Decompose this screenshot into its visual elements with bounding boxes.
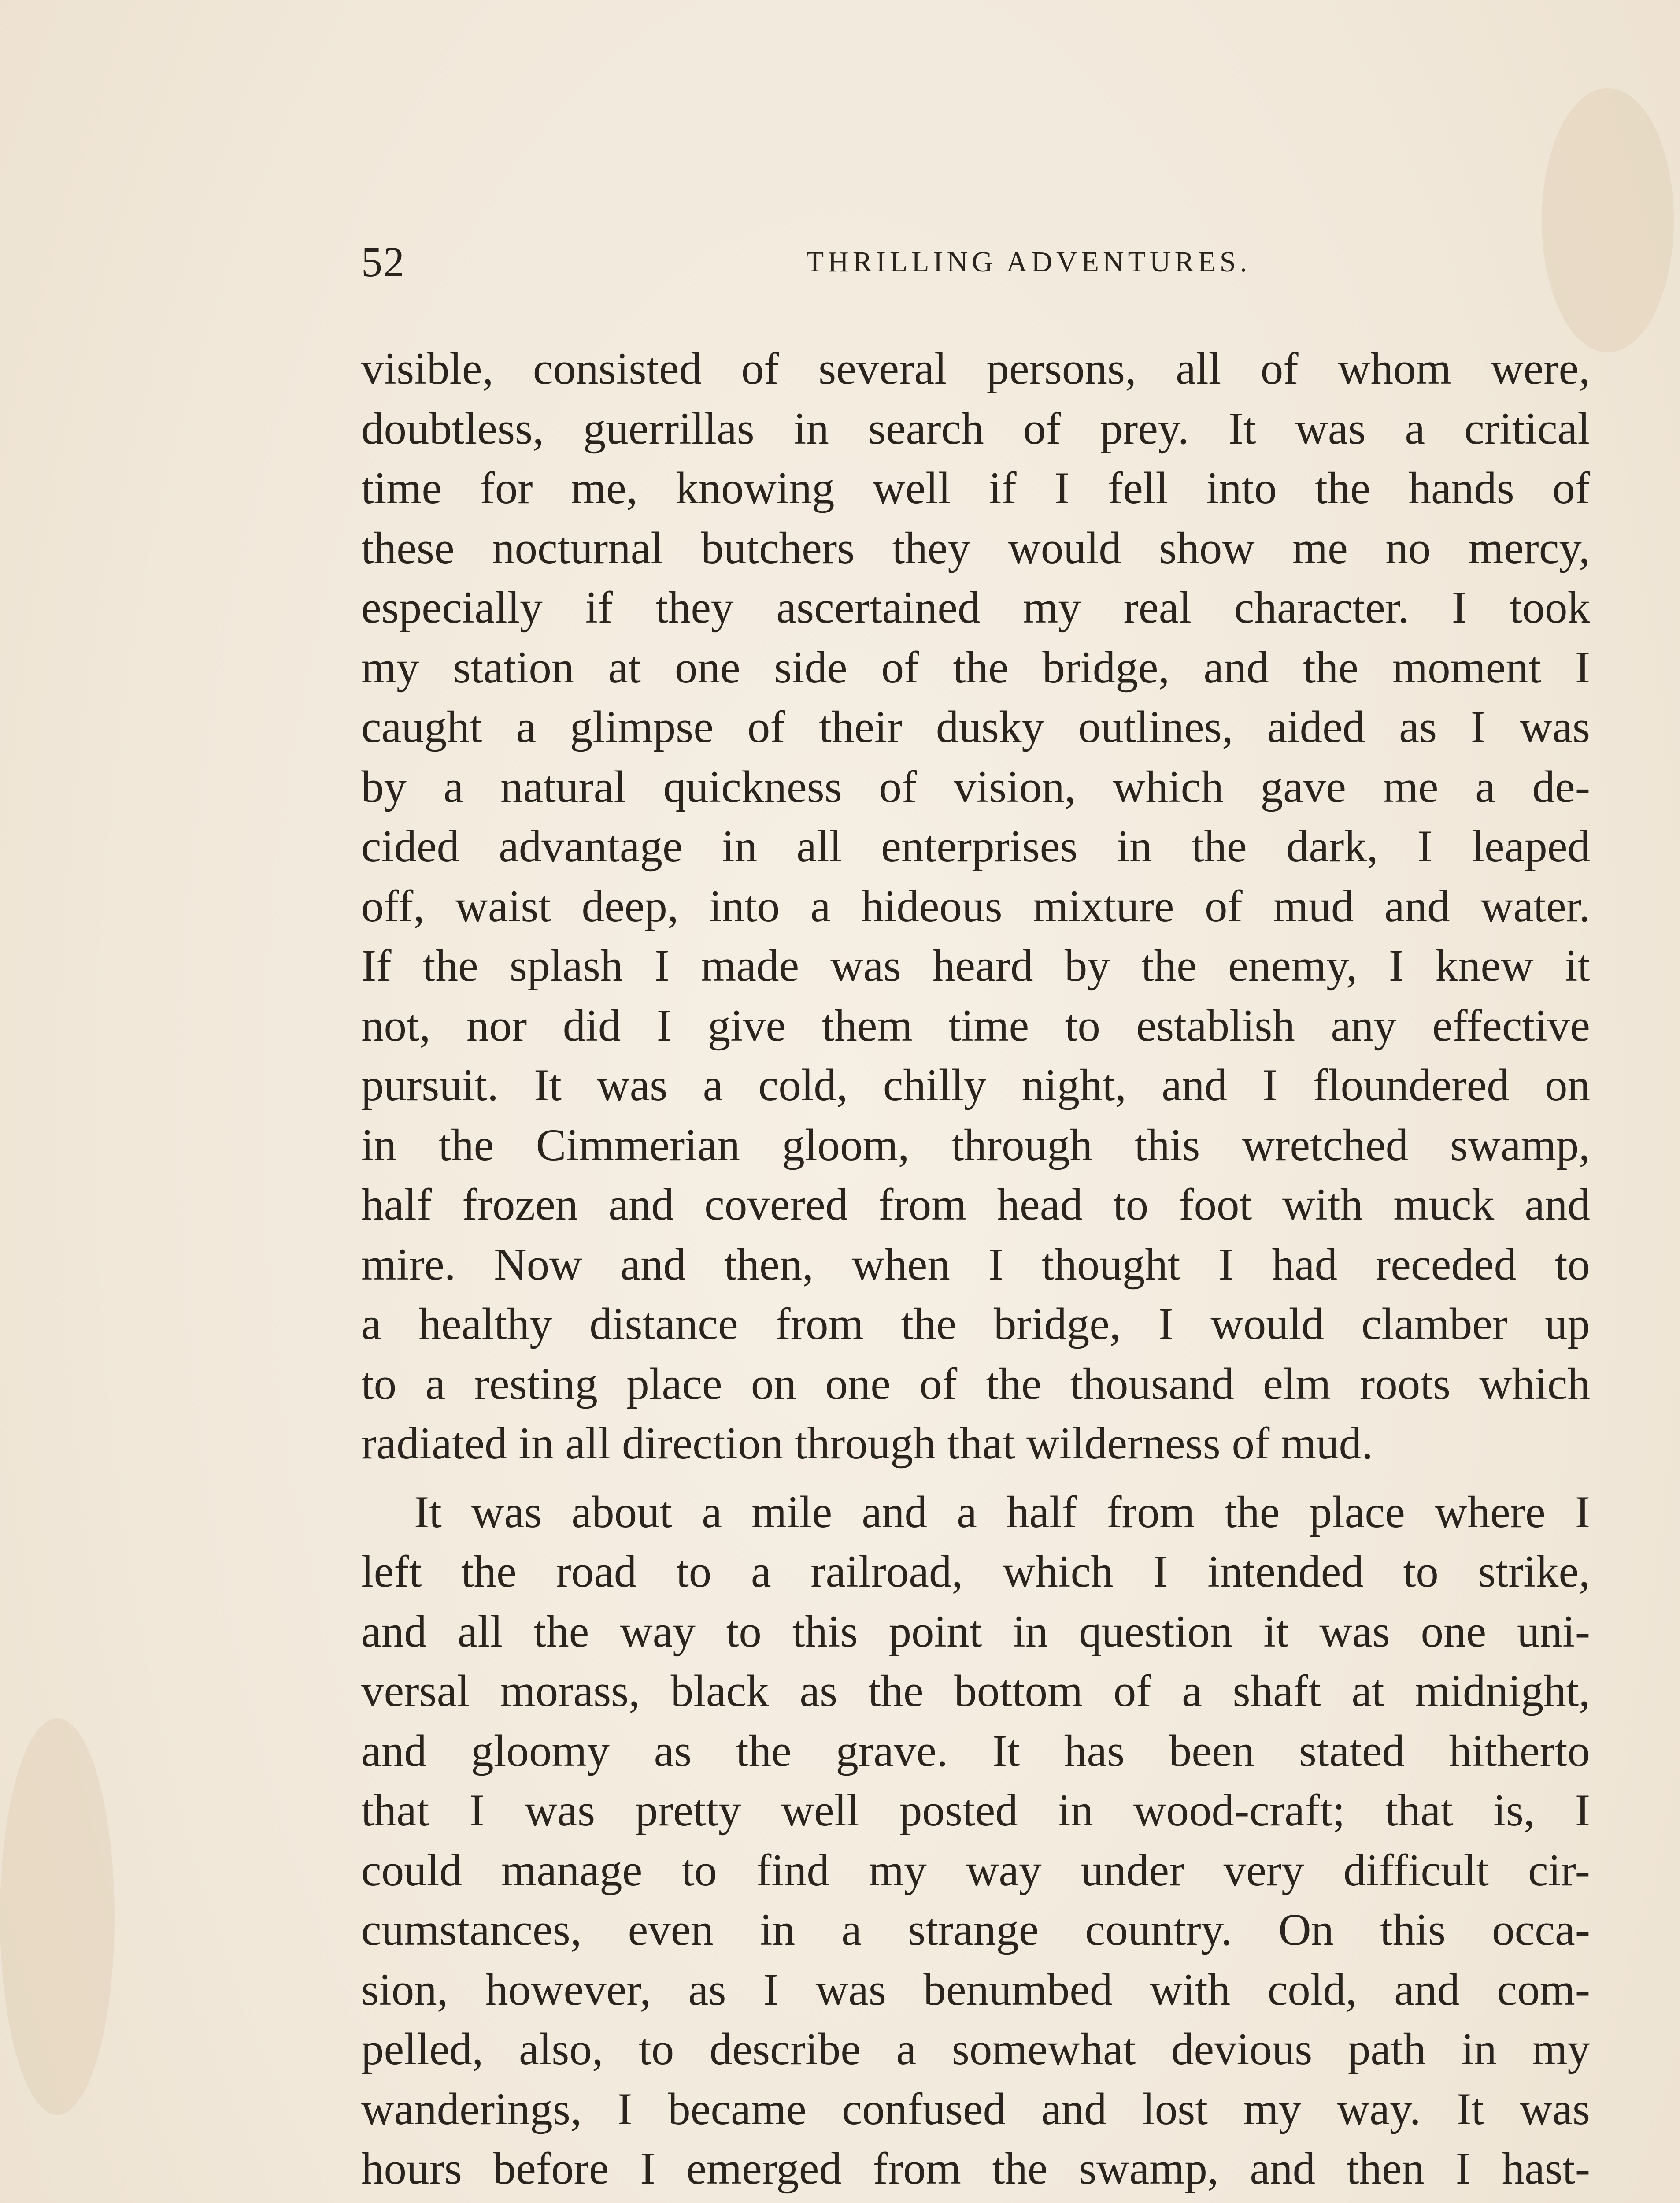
text-line: cumstances, even in a strange country. On this occa- [361,1905,1590,1955]
text-line: pursuit. It was a cold, chilly night, and I floundered on [361,1060,1590,1110]
text-line: half frozen and covered from head to foot with muck and [361,1179,1590,1230]
text-line: sion, however, as I was benumbed with cold, and com- [361,1964,1590,2015]
text-line: mire. Now and then, when I thought I had receded to [361,1239,1590,1290]
text-line: not, nor did I give them time to establish any effective [361,1000,1590,1051]
body-text [361,339,1590,2203]
text-line [361,2199,1590,2203]
paragraph [361,339,1590,1474]
text-line: especially if they ascertained my real character. I took [361,582,1590,633]
text-line: and all the way to this point in question it was one uni- [361,1606,1590,1657]
text-line: off, waist deep, into a hideous mixture of mud and water. [361,881,1590,931]
text-line: wanderings, I became confused and lost my way. It was [361,2084,1590,2134]
text-line: time for me, knowing well if I fell into the hands of [361,463,1590,513]
text-line: that I was pretty well posted in wood-craft; that is, I [361,1785,1590,1836]
text-line: my station at one side of the bridge, and the moment I [361,642,1590,693]
page-number: 52 [361,238,405,286]
paper-stain [0,1718,115,2115]
text-line: to a resting place on one of the thousand elm roots which [361,1358,1590,1409]
text-line: caught a glimpse of their dusky outlines, aided as I was [361,702,1590,752]
text-line: in the Cimmerian gloom, through this wretched swamp, [361,1120,1590,1170]
page-header [361,229,1590,295]
text-line: a healthy distance from the bridge, I would clamber up [361,1299,1590,1349]
text-line: It was about a mile and a half from the place where I [414,1487,1590,1537]
text-line: hours before I emerged from the swamp, and then I hast- [361,2144,1590,2194]
text-line: radiated in all direction through that wilderness of mud. [361,1418,1373,1469]
text-line: by a natural quickness of vision, which gave me a de- [361,761,1590,812]
text-line: doubtless, guerrillas in search of prey. It was a critical [361,403,1590,454]
text-line: cided advantage in all enterprises in the dark, I leaped [361,821,1590,872]
text-line: visible, consisted of several persons, all of whom were, [361,344,1590,394]
text-line: versal morass, black as the bottom of a shaft at midnight, [361,1666,1590,1716]
paragraph-gap [361,1474,1590,1483]
running-head: THRILLING ADVENTURES. [806,246,1251,278]
paragraph [361,1483,1590,2203]
text-line: If the splash I made was heard by the enemy, I knew it [361,941,1590,991]
text-line: these nocturnal butchers they would show me no mercy, [361,523,1590,573]
text-line: could manage to find my way under very difficult cir- [361,1845,1590,1895]
text-line: pelled, also, to describe a somewhat devious path in my [361,2024,1590,2074]
text-line: and gloomy as the grave. It has been stated hitherto [361,1725,1590,1776]
paper-stain [1542,88,1674,352]
text-line: left the road to a railroad, which I intended to strike, [361,1547,1590,1597]
